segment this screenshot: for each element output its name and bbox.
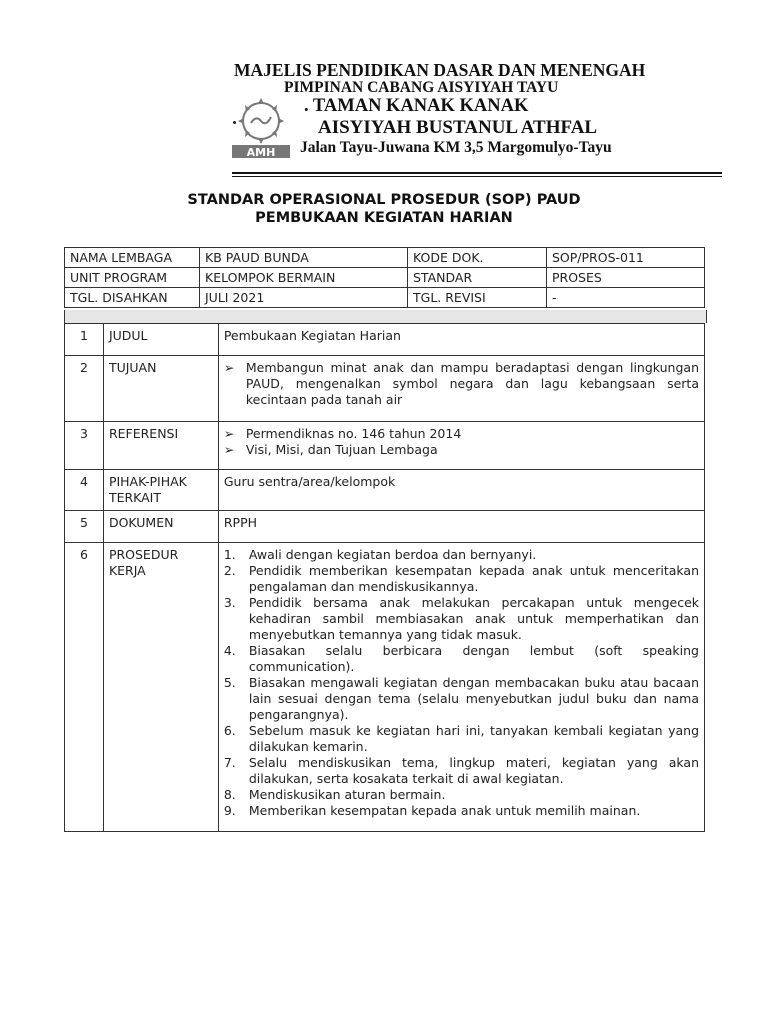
row-number: 6 xyxy=(65,543,104,832)
meta-label: NAMA LEMBAGA xyxy=(65,248,200,268)
letterhead-address: Jalan Tayu-Juwana KM 3,5 Margomulyo-Tayu xyxy=(300,139,612,156)
row-number: 2 xyxy=(65,356,104,422)
letterhead-rule-thick xyxy=(232,172,722,174)
meta-row xyxy=(65,268,705,288)
step-text: Pendidik memberikan kesempatan kepada anak untuk menceritakan pengalaman dan mendiskusikannya. xyxy=(248,563,699,594)
document-meta-table xyxy=(64,247,705,308)
step-text: Memberikan kesempatan kepada anak untuk memilih mainan. xyxy=(248,803,641,818)
step-number: 6. xyxy=(223,723,236,738)
row-number: 4 xyxy=(65,470,104,511)
arrow-bullet-icon: ➢ xyxy=(223,442,235,457)
procedure-step xyxy=(224,675,699,723)
meta-label: TGL. DISAHKAN xyxy=(65,288,200,308)
procedure-row-referensi xyxy=(65,422,705,470)
row-number: 3 xyxy=(65,422,104,470)
objective-item xyxy=(224,360,699,408)
row-content: RPPH xyxy=(218,511,704,543)
step-number: 2. xyxy=(223,563,236,578)
objective-text: Membangun minat anak dan mampu beradaptasi dengan lingkungan PAUD, mengenalkan symbol negara dan lagu kebangsaan serta kecintaan pada tanah air xyxy=(245,360,699,407)
procedure-step xyxy=(224,787,699,803)
row-content: Guru sentra/area/kelompok xyxy=(218,470,704,511)
letterhead-rule-thin xyxy=(232,176,722,177)
meta-label: STANDAR xyxy=(408,268,547,288)
document-subtitle: PEMBUKAAN KEGIATAN HARIAN xyxy=(255,210,513,226)
reference-item xyxy=(224,442,699,458)
table-separator xyxy=(64,310,707,323)
row-number: 5 xyxy=(65,511,104,543)
step-number: 1. xyxy=(223,547,236,562)
letterhead-line-2: PIMPINAN CABANG AISYIYAH TAYU xyxy=(284,79,559,96)
step-text: Mendiskusikan aturan bermain. xyxy=(248,787,446,802)
procedure-row-judul xyxy=(65,324,705,356)
procedure-steps xyxy=(224,547,699,819)
step-number: 9. xyxy=(223,803,236,818)
meta-value: SOP/PROS-011 xyxy=(547,248,705,268)
step-number: 7. xyxy=(223,755,236,770)
row-label: REFERENSI xyxy=(103,422,218,470)
procedure-step xyxy=(224,723,699,755)
procedure-step xyxy=(224,595,699,643)
reference-text: Visi, Misi, dan Tujuan Lembaga xyxy=(245,442,438,457)
reference-text: Permendiknas no. 146 tahun 2014 xyxy=(245,426,462,441)
procedure-step xyxy=(224,563,699,595)
step-number: 8. xyxy=(223,787,236,802)
row-content xyxy=(218,543,704,832)
procedure-row-tujuan xyxy=(65,356,705,422)
row-label: JUDUL xyxy=(103,324,218,356)
letterhead-line-1: MAJELIS PENDIDIKAN DASAR DAN MENENGAH xyxy=(234,60,646,80)
arrow-bullet-icon: ➢ xyxy=(223,426,235,441)
procedure-row-dokumen xyxy=(65,511,705,543)
row-number: 1 xyxy=(65,324,104,356)
procedure-row-prosedur xyxy=(65,543,705,832)
document-title: STANDAR OPERASIONAL PROSEDUR (SOP) PAUD xyxy=(187,192,581,208)
meta-value: KELOMPOK BERMAIN xyxy=(200,268,408,288)
procedure-step xyxy=(224,643,699,675)
step-text: Awali dengan kegiatan berdoa dan bernyanyi. xyxy=(248,547,537,562)
arrow-bullet-icon: ➢ xyxy=(223,360,235,375)
procedure-table xyxy=(64,323,705,832)
letterhead-line-3: . TAMAN KANAK KANAK xyxy=(304,96,529,116)
meta-value: JULI 2021 xyxy=(200,288,408,308)
meta-value: KB PAUD BUNDA xyxy=(200,248,408,268)
meta-value: PROSES xyxy=(547,268,705,288)
row-label: TUJUAN xyxy=(103,356,218,422)
meta-row xyxy=(65,288,705,308)
meta-label: UNIT PROGRAM xyxy=(65,268,200,288)
step-number: 3. xyxy=(223,595,236,610)
step-text: Selalu mendiskusikan tema, lingkup materi, kegiatan yang akan dilakukan, serta kosakata terkait di awal kegiatan. xyxy=(248,755,699,786)
procedure-row-pihak xyxy=(65,470,705,511)
row-content xyxy=(218,356,704,422)
row-content: Pembukaan Kegiatan Harian xyxy=(218,324,704,356)
row-label: DOKUMEN xyxy=(103,511,218,543)
logo-text: AMH xyxy=(246,146,276,159)
procedure-step xyxy=(224,755,699,787)
row-label: PROSEDUR KERJA xyxy=(103,543,218,832)
meta-label: KODE DOK. xyxy=(408,248,547,268)
school-logo xyxy=(226,95,296,159)
procedure-step xyxy=(224,803,699,819)
letterhead-line-4: AISYIYAH BUSTANUL ATHFAL xyxy=(318,117,598,138)
row-label: PIHAK-PIHAK TERKAIT xyxy=(103,470,218,511)
step-text: Pendidik bersama anak melakukan percakapan untuk mengecek kehadiran sambil membiasakan anak untuk memperhatikan dan menyebutkan temannya yang tidak masuk. xyxy=(248,595,699,642)
step-number: 5. xyxy=(223,675,236,690)
letterhead xyxy=(0,0,768,170)
step-text: Biasakan selalu berbicara dengan lembut (soft speaking communication). xyxy=(248,643,699,674)
step-text: Sebelum masuk ke kegiatan hari ini, tanyakan kembali kegiatan yang dilakukan kemarin. xyxy=(248,723,699,754)
reference-item xyxy=(224,426,699,442)
procedure-step xyxy=(224,547,699,563)
step-text: Biasakan mengawali kegiatan dengan membacakan buku atau bacaan lain sesuai dengan tema (selalu menyebutkan judul buku dan nama pengarangnya). xyxy=(248,675,699,722)
meta-label: TGL. REVISI xyxy=(408,288,547,308)
meta-row xyxy=(65,248,705,268)
row-content xyxy=(218,422,704,470)
step-number: 4. xyxy=(223,643,236,658)
meta-value: - xyxy=(547,288,705,308)
